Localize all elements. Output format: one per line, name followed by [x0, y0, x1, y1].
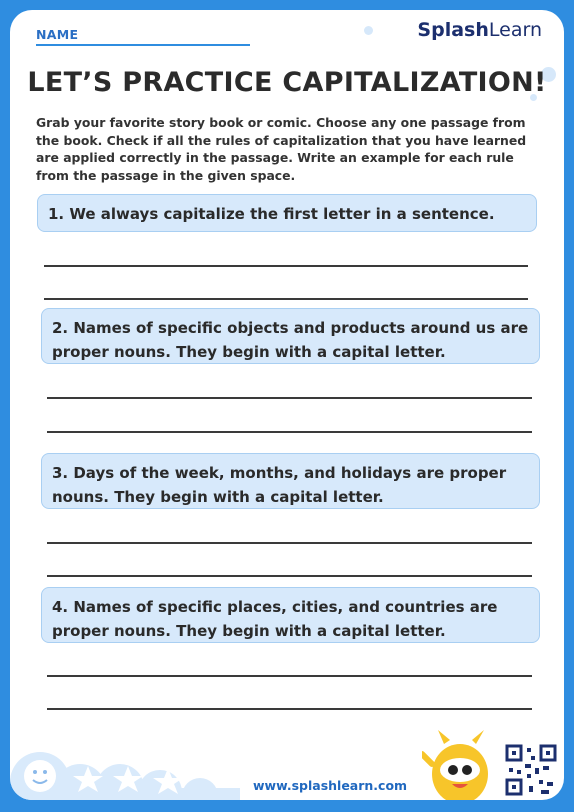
- splashlearn-logo: [417, 19, 542, 41]
- logo-part-splash: Splash: [417, 19, 489, 41]
- footer-url: www.splashlearn.com: [253, 778, 408, 793]
- answer-line[interactable]: [47, 397, 532, 399]
- answer-line[interactable]: [47, 708, 532, 710]
- smiley-cloud-icon: [24, 760, 56, 792]
- logo-part-learn: Learn: [488, 19, 542, 41]
- answer-line[interactable]: [47, 431, 532, 433]
- rule-box-4: 4. Names of specific places, cities, and countries are proper nouns. They begin with a capital letter.: [41, 587, 540, 643]
- answer-line[interactable]: [44, 265, 528, 267]
- rule-box-1: 1. We always capitalize the first letter in a sentence.: [37, 194, 537, 232]
- rule-box-3: 3. Days of the week, months, and holidays are proper nouns. They begin with a capital letter.: [41, 453, 540, 509]
- page-title: LET’S PRACTICE CAPITALIZATION!: [27, 67, 547, 98]
- cloud-stars-decoration: [10, 736, 240, 800]
- rule-box-2: 2. Names of specific objects and products around us are proper nouns. They begin with a capital letter.: [41, 308, 540, 364]
- worksheet-page: [10, 10, 564, 800]
- mascot-icon: [422, 730, 500, 800]
- name-label: NAME: [36, 27, 79, 42]
- answer-line[interactable]: [44, 298, 528, 300]
- name-write-line[interactable]: [36, 44, 250, 46]
- instructions: Grab your favorite story book or comic. Choose any one passage from the book. Check if all the rules of capitalization that you have learned are applied correctly in the passage. Write an example for each rule from the passage in the given space.: [36, 115, 527, 183]
- qr-code-icon: [503, 742, 559, 798]
- answer-line[interactable]: [47, 542, 532, 544]
- decor-dot: [364, 26, 373, 35]
- answer-line[interactable]: [47, 575, 532, 577]
- answer-line[interactable]: [47, 675, 532, 677]
